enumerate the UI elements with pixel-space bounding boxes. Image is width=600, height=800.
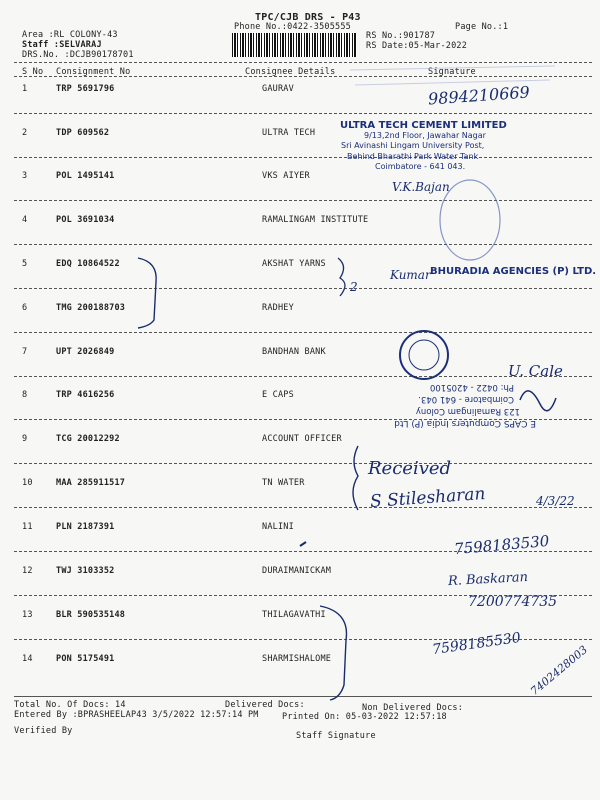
- row-9-consignment: TCG 20012292: [56, 434, 120, 444]
- row13-bracket: [320, 606, 346, 700]
- row-4-consignee: RAMALINGAM INSTITUTE: [262, 215, 369, 225]
- row-6-sno: 6: [22, 303, 28, 313]
- row-9-sno: 9: [22, 434, 28, 444]
- row14-phone: 7402428003: [528, 643, 590, 698]
- row-1-sno: 1: [22, 84, 28, 94]
- row-2-sno: 2: [22, 128, 28, 138]
- document-title: TPC/CJB DRS - P43: [255, 12, 361, 23]
- row13-phone: 7598185530: [431, 629, 522, 659]
- row-3-consignment: POL 1495141: [56, 171, 115, 181]
- column-header-sno: S No: [22, 67, 44, 77]
- row-11-sno: 11: [22, 522, 33, 532]
- row10-brace: [353, 446, 358, 510]
- row10-name: S Stilesharan: [369, 483, 487, 513]
- ultratech-stamp-line2: Sri Avinashi Lingam University Post,: [341, 141, 485, 150]
- printed-on: Printed On: 05-03-2022 12:57:18: [282, 712, 447, 722]
- row-13-consignment: BLR 590535148: [56, 610, 126, 620]
- column-header-signature: Signature: [428, 67, 476, 77]
- row5-bracket: [138, 258, 156, 328]
- row-10-sno: 10: [22, 478, 33, 488]
- page-number: Page No.:1: [455, 22, 509, 32]
- row-10-consignment: MAA 285911517: [56, 478, 126, 488]
- row-1-consignee: GAURAV: [262, 84, 294, 94]
- ecaps-round-seal-inner: [409, 340, 439, 370]
- ultratech-stamp-line4: Coimbatore - 641 043.: [375, 162, 466, 171]
- row-2-consignee: ULTRA TECH: [262, 128, 316, 138]
- bhuradia-stamp: BHURADIA AGENCIES (P) LTD.: [430, 266, 597, 277]
- non-delivered-docs: Non Delivered Docs:: [362, 703, 464, 713]
- row-13-consignee: THILAGAVATHI: [262, 610, 326, 620]
- row-2-consignment: TDP 609562: [56, 128, 110, 138]
- ultratech-stamp-line3: Behind Bharathi Park Water Tank: [347, 152, 479, 161]
- rs-number: RS No.:901787: [366, 31, 436, 41]
- ecaps-stamp-line1: E CAPS Computers India (P) Ltd: [394, 418, 536, 428]
- row-1-consignment: TRP 5691796: [56, 84, 115, 94]
- row-12-sno: 12: [22, 566, 33, 576]
- ecaps-stamp-line3: Coimbatore - 641 043.: [418, 394, 514, 404]
- row12-phone: 7200774735: [468, 594, 558, 610]
- ecaps-stamp-line4: Ph: 0422 - 4205100: [429, 382, 514, 392]
- rs-date: RS Date:05-Mar-2022: [366, 41, 468, 51]
- row12-name: R. Baskaran: [447, 569, 529, 590]
- row-10-consignee: TN WATER: [262, 478, 305, 488]
- row10-date: 4/3/22: [536, 494, 575, 508]
- ultratech-stamp-name: ULTRA TECH CEMENT LIMITED: [340, 120, 507, 131]
- row-6-consignment: TMG 200188703: [56, 303, 126, 313]
- row-7-consignee: BANDHAN BANK: [262, 347, 326, 357]
- row-3-consignee: VKS AIYER: [262, 171, 310, 181]
- column-header-consignment: Consignment No: [56, 67, 131, 77]
- row-3-sno: 3: [22, 171, 28, 181]
- area-field: Area :RL COLONY-43: [22, 30, 118, 40]
- row-11-consignee: NALINI: [262, 522, 294, 532]
- row1-phone-handwriting: 9894210669: [427, 82, 531, 109]
- row-5-consignee: AKSHAT YARNS: [262, 259, 326, 269]
- row-7-consignment: UPT 2026849: [56, 347, 115, 357]
- row-12-consignee: DURAIMANICKAM: [262, 566, 332, 576]
- row-9-consignee: ACCOUNT OFFICER: [262, 434, 342, 444]
- row-12-consignment: TWJ 3103352: [56, 566, 115, 576]
- entered-by: Entered By :BPRASHEELAP43 3/5/2022 12:57:14 PM: [14, 710, 259, 720]
- verified-by: Verified By: [14, 726, 73, 736]
- row5-brace: [338, 258, 345, 296]
- row5-note: 2: [350, 280, 358, 294]
- row-5-sno: 5: [22, 259, 28, 269]
- row7-signature: U. Cale: [508, 362, 563, 380]
- staff-signature: Staff Signature: [296, 731, 376, 741]
- row-14-sno: 14: [22, 654, 33, 664]
- row-4-sno: 4: [22, 215, 28, 225]
- row3-signature: V.K.Bajan: [392, 180, 450, 194]
- ecaps-stamp-line2: 123 Ramalingam Colony: [415, 406, 520, 416]
- total-docs: Total No. Of Docs: 14: [14, 700, 126, 710]
- row-8-consignment: TRP 4616256: [56, 390, 115, 400]
- row-5-consignment: EDQ 10864522: [56, 259, 120, 269]
- column-header-consignee: Consignee Details: [245, 67, 336, 77]
- drs-number: DRS.No. :DCJB90178701: [22, 50, 134, 60]
- staff-field: Staff :SELVARAJ: [22, 40, 102, 50]
- row-14-consignment: PON 5175491: [56, 654, 115, 664]
- ultratech-stamp-line1: 9/13,2nd Floor, Jawahar Nagar: [364, 131, 486, 140]
- row10-received: Received: [368, 458, 452, 479]
- row11-phone: 7598183530: [453, 531, 551, 559]
- row5-signature: Kumar: [390, 268, 431, 282]
- row-13-sno: 13: [22, 610, 33, 620]
- row-11-consignment: PLN 2187391: [56, 522, 115, 532]
- row-6-consignee: RADHEY: [262, 303, 294, 313]
- row-4-consignment: POL 3691034: [56, 215, 115, 225]
- row11-mark: [300, 542, 306, 546]
- delivered-docs: Delivered Docs:: [225, 700, 305, 710]
- phone-number: Phone No.:0422-3505555: [234, 22, 351, 32]
- row-14-consignee: SHARMISHALOME: [262, 654, 332, 664]
- row-7-sno: 7: [22, 347, 28, 357]
- row-8-consignee: E CAPS: [262, 390, 294, 400]
- row-8-sno: 8: [22, 390, 28, 400]
